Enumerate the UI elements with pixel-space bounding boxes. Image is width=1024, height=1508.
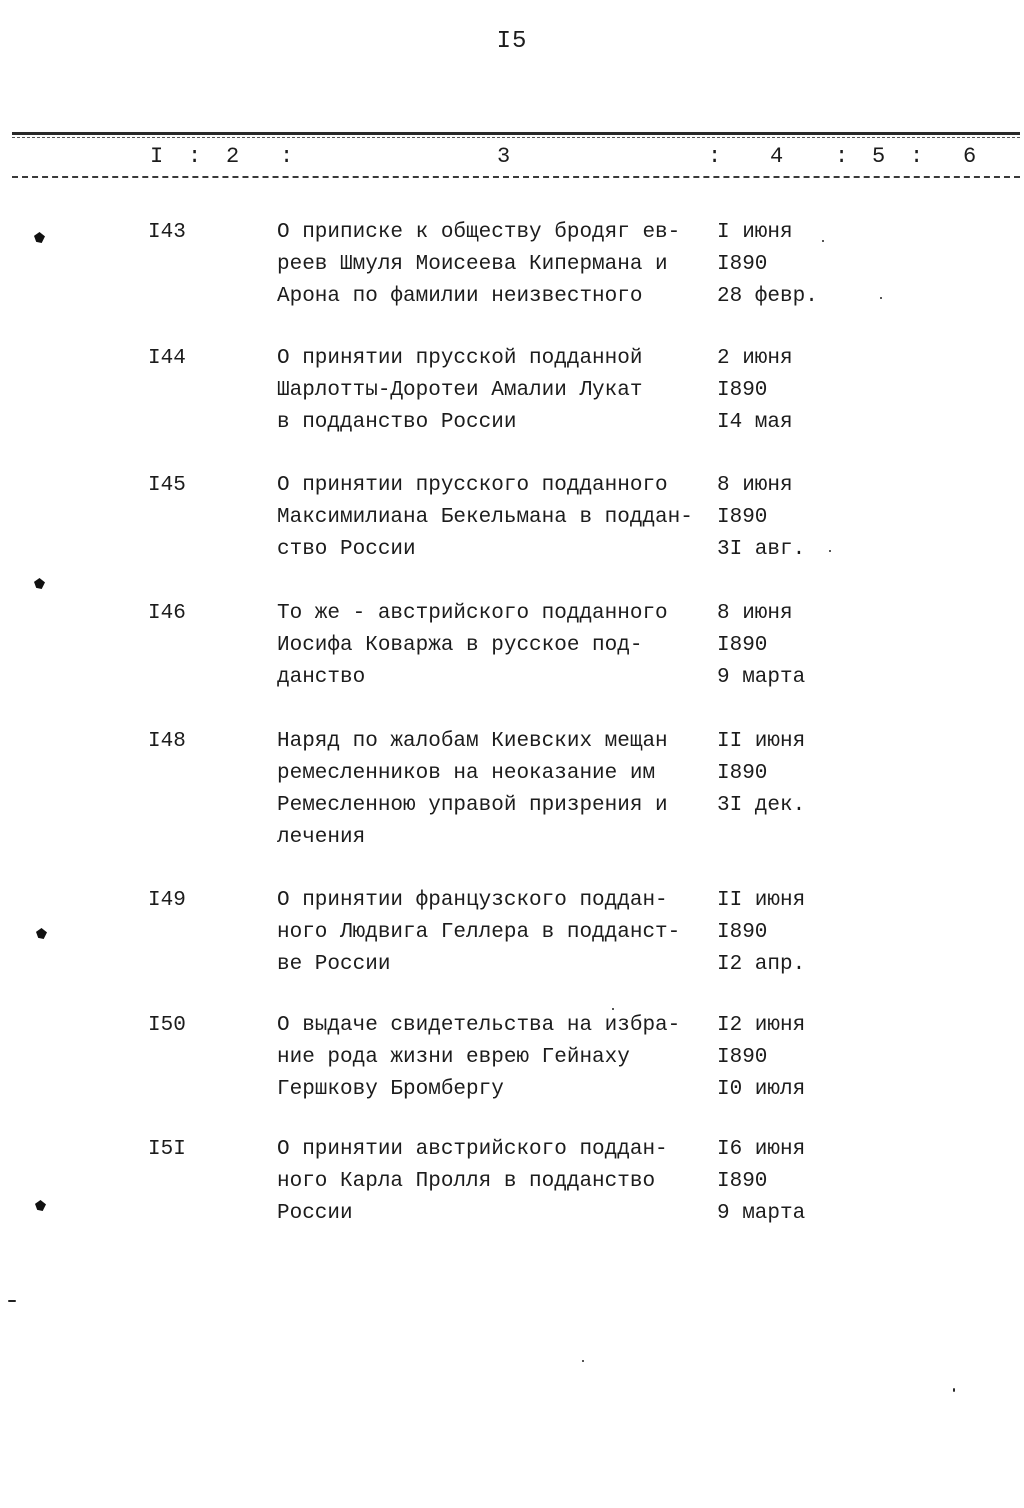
- description-line: в подданство России: [277, 411, 517, 434]
- scan-speck: [612, 1008, 614, 1010]
- description-line: ремесленников на неоказание им: [277, 762, 656, 785]
- description-line: О принятии французского поддан-: [277, 889, 668, 912]
- year: I890: [717, 506, 768, 529]
- header-top-rule: [12, 132, 1020, 135]
- entry-number: I49: [148, 889, 186, 912]
- start-date: II июня: [717, 730, 806, 753]
- description-line: Гершкову Бромбергу: [277, 1078, 504, 1101]
- entry-dates: [717, 1010, 837, 1106]
- binder-hole-mark: [35, 1200, 46, 1211]
- entry-dates: [717, 217, 837, 313]
- entry-description: [277, 598, 707, 694]
- column-header-6: 6: [963, 144, 977, 169]
- description-line: О принятии прусского подданного: [277, 474, 668, 497]
- description-line: О принятии австрийского поддан-: [277, 1138, 668, 1161]
- header-bottom-rule: [12, 176, 1020, 178]
- description-line: ние рода жизни еврею Гейнаху: [277, 1046, 630, 1069]
- start-date: II июня: [717, 889, 806, 912]
- column-separator: :: [910, 144, 924, 169]
- year: I890: [717, 1046, 768, 1069]
- column-header-row: [0, 144, 1024, 174]
- description-line: То же - австрийского подданного: [277, 602, 668, 625]
- column-separator: :: [708, 144, 722, 169]
- column-separator: :: [188, 144, 202, 169]
- start-date: I июня: [717, 221, 793, 244]
- description-line: Иосифа Коваржа в русское под-: [277, 634, 643, 657]
- end-date: I4 мая: [717, 411, 793, 434]
- entry-description: [277, 726, 707, 854]
- end-date: 3I дек.: [717, 794, 806, 817]
- column-header-5: 5: [872, 144, 886, 169]
- entry-number: I50: [148, 1014, 186, 1037]
- year: I890: [717, 253, 768, 276]
- description-line: реев Шмуля Моисеева Кипермана и: [277, 253, 668, 276]
- description-line: О принятии прусской подданной: [277, 347, 643, 370]
- entry-description: [277, 217, 707, 313]
- entry-number: I46: [148, 602, 186, 625]
- entry-description: [277, 885, 707, 981]
- entry-dates: [717, 598, 837, 694]
- start-date: I6 июня: [717, 1138, 806, 1161]
- entry-description: [277, 1010, 707, 1106]
- entry-dates: [717, 726, 837, 822]
- start-date: I2 июня: [717, 1014, 806, 1037]
- year: I890: [717, 1170, 768, 1193]
- description-line: ве России: [277, 953, 391, 976]
- end-date: 28 февр.: [717, 285, 818, 308]
- column-separator: :: [280, 144, 294, 169]
- scan-speck: [822, 240, 824, 242]
- year: I890: [717, 921, 768, 944]
- year: I890: [717, 379, 768, 402]
- column-header-1: I: [150, 144, 164, 169]
- start-date: 8 июня: [717, 474, 793, 497]
- description-line: Арона по фамилии неизвестного: [277, 285, 643, 308]
- start-date: 2 июня: [717, 347, 793, 370]
- description-line: России: [277, 1202, 353, 1225]
- entry-description: [277, 470, 707, 566]
- entry-number: I45: [148, 474, 186, 497]
- entry-number: I44: [148, 347, 186, 370]
- end-date: I0 июля: [717, 1078, 806, 1101]
- scan-speck: [829, 550, 831, 552]
- scan-speck: [953, 1388, 955, 1392]
- entry-number: I5I: [148, 1138, 186, 1161]
- page-number: I5: [496, 28, 528, 55]
- entry-number: I48: [148, 730, 186, 753]
- column-separator: :: [835, 144, 849, 169]
- entry-dates: [717, 885, 837, 981]
- end-date: 9 марта: [717, 666, 806, 689]
- description-line: данство: [277, 666, 366, 689]
- description-line: Ремесленною управой призрения и: [277, 794, 668, 817]
- binder-hole-mark: [34, 232, 45, 243]
- column-header-4: 4: [770, 144, 784, 169]
- description-line: ство России: [277, 538, 416, 561]
- description-line: Максимилиана Бекельмана в поддан-: [277, 506, 693, 529]
- year: I890: [717, 634, 768, 657]
- end-date: 3I авг.: [717, 538, 806, 561]
- description-line: лечения: [277, 826, 366, 849]
- entry-description: [277, 343, 707, 439]
- binder-hole-mark: [34, 578, 45, 589]
- entry-description: [277, 1134, 707, 1230]
- column-header-2: 2: [226, 144, 240, 169]
- end-date: 9 марта: [717, 1202, 806, 1225]
- description-line: О выдаче свидетельства на избра-: [277, 1014, 681, 1037]
- scan-speck: [880, 297, 882, 299]
- description-line: Шарлотты-Доротеи Амалии Лукат: [277, 379, 643, 402]
- end-date: I2 апр.: [717, 953, 806, 976]
- scan-speck: [8, 1300, 16, 1302]
- entry-dates: [717, 470, 837, 566]
- description-line: О приписке к обществу бродяг ев-: [277, 221, 681, 244]
- description-line: ного Людвига Геллера в подданст-: [277, 921, 681, 944]
- entry-dates: [717, 1134, 837, 1230]
- header-top-rule-secondary: [12, 137, 1020, 138]
- column-header-3: 3: [497, 144, 511, 169]
- description-line: Наряд по жалобам Киевских мещан: [277, 730, 668, 753]
- start-date: 8 июня: [717, 602, 793, 625]
- description-line: ного Карла Пролля в подданство: [277, 1170, 656, 1193]
- entry-dates: [717, 343, 837, 439]
- year: I890: [717, 762, 768, 785]
- binder-hole-mark: [36, 928, 47, 939]
- scan-speck: [582, 1360, 584, 1362]
- entry-number: I43: [148, 221, 186, 244]
